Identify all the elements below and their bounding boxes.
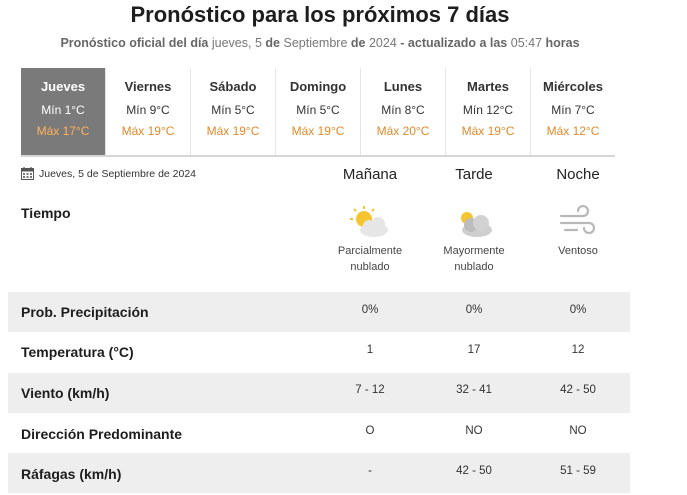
day-name: Sábado (209, 79, 257, 94)
cell-viento-manana: 7 - 12 (355, 384, 385, 396)
day-tab-sabado[interactable] (191, 68, 276, 155)
day-max-temp: Máx 19°C (291, 124, 345, 138)
row-label-precipitacion: Prob. Precipitación (21, 304, 149, 320)
row-label-direccion: Dirección Predominante (21, 426, 183, 442)
day-tab-miercoles[interactable] (531, 68, 615, 155)
cell-direccion-tarde: NO (465, 425, 483, 437)
day-name: Viernes (124, 79, 172, 94)
cell-viento-tarde: 32 - 41 (456, 384, 492, 396)
weather-desc-line1: Parcialmente (337, 245, 403, 257)
day-min-temp: Mín 9°C (126, 103, 170, 117)
cell-rafagas-tarde: 42 - 50 (456, 465, 492, 477)
day-name: Domingo (289, 79, 347, 94)
cell-temperatura-manana: 1 (366, 344, 374, 356)
subtitle-year: 2024 (368, 36, 397, 50)
subtitle-time-suffix: horas (545, 36, 580, 50)
weather-desc-line2: nublado (454, 261, 494, 273)
day-tab-domingo[interactable] (276, 68, 361, 155)
subtitle-weekday: jueves, (211, 36, 252, 50)
day-tab-martes[interactable] (446, 68, 531, 155)
weather-noche (523, 205, 633, 259)
column-header-noche: Noche (556, 166, 600, 183)
subtitle-time: 05:47 (510, 36, 543, 50)
cell-precipitacion-manana: 0% (361, 304, 379, 316)
weather-desc-line2: nublado (350, 261, 390, 273)
day-max-temp: Máx 19°C (121, 124, 175, 138)
day-min-temp: Mín 8°C (381, 103, 425, 117)
weather-desc-line1: Ventoso (558, 245, 598, 257)
cell-rafagas-manana: - (368, 465, 372, 477)
day-tab-viernes[interactable] (106, 68, 191, 155)
windy-icon (557, 205, 599, 239)
detail-date (21, 167, 196, 180)
cell-rafagas-noche: 51 - 59 (560, 465, 596, 477)
day-max-temp: Máx 20°C (376, 124, 430, 138)
subtitle-updated: - actualizado a las (400, 36, 508, 50)
cell-temperatura-noche: 12 (571, 344, 585, 356)
column-header-manana: Mañana (342, 166, 398, 183)
day-min-temp: Mín 1°C (41, 103, 85, 117)
cell-temperatura-tarde: 17 (467, 344, 481, 356)
subtitle-de-2: de (350, 36, 366, 50)
day-tab-jueves[interactable] (21, 68, 106, 155)
forecast-subtitle (0, 36, 640, 50)
subtitle-month: Septiembre (283, 36, 348, 50)
day-min-temp: Mín 12°C (462, 103, 514, 117)
day-tabs (21, 68, 615, 157)
day-name: Lunes (383, 79, 423, 94)
detail-date-text: Jueves, 5 de Septiembre de 2024 (39, 167, 197, 180)
subtitle-prefix: Pronóstico oficial del día (60, 36, 209, 50)
cell-direccion-noche: NO (569, 425, 587, 437)
row-label-temperatura: Temperatura (°C) (21, 344, 134, 360)
cell-direccion-manana: O (365, 425, 375, 437)
day-min-temp: Mín 5°C (211, 103, 255, 117)
row-label-tiempo: Tiempo (21, 205, 71, 221)
day-min-temp: Mín 7°C (551, 103, 595, 117)
weather-desc-line1: Mayormente (443, 245, 505, 257)
page-title: Pronóstico para los próximos 7 días (130, 2, 510, 27)
cell-precipitacion-tarde: 0% (465, 304, 483, 316)
partly-cloudy-icon (349, 205, 391, 239)
subtitle-de-1: de (265, 36, 280, 50)
day-max-temp: Máx 19°C (461, 124, 515, 138)
cell-viento-noche: 42 - 50 (560, 384, 596, 396)
day-max-temp: Máx 12°C (546, 124, 600, 138)
weather-tarde (419, 205, 529, 275)
row-label-viento: Viento (km/h) (21, 385, 110, 401)
column-header-tarde: Tarde (455, 166, 493, 183)
row-label-rafagas: Ráfagas (km/h) (21, 466, 122, 482)
subtitle-day: 5 (254, 36, 262, 50)
day-max-temp: Máx 19°C (206, 124, 260, 138)
weather-manana (315, 205, 425, 275)
day-name: Jueves (40, 79, 86, 94)
cell-precipitacion-noche: 0% (569, 304, 587, 316)
calendar-icon (21, 167, 34, 180)
day-max-temp: Máx 17°C (36, 124, 90, 138)
mostly-cloudy-icon (453, 205, 495, 239)
day-tab-lunes[interactable] (361, 68, 446, 155)
day-name: Martes (467, 79, 509, 94)
day-name: Miércoles (543, 79, 603, 94)
day-min-temp: Mín 5°C (296, 103, 340, 117)
